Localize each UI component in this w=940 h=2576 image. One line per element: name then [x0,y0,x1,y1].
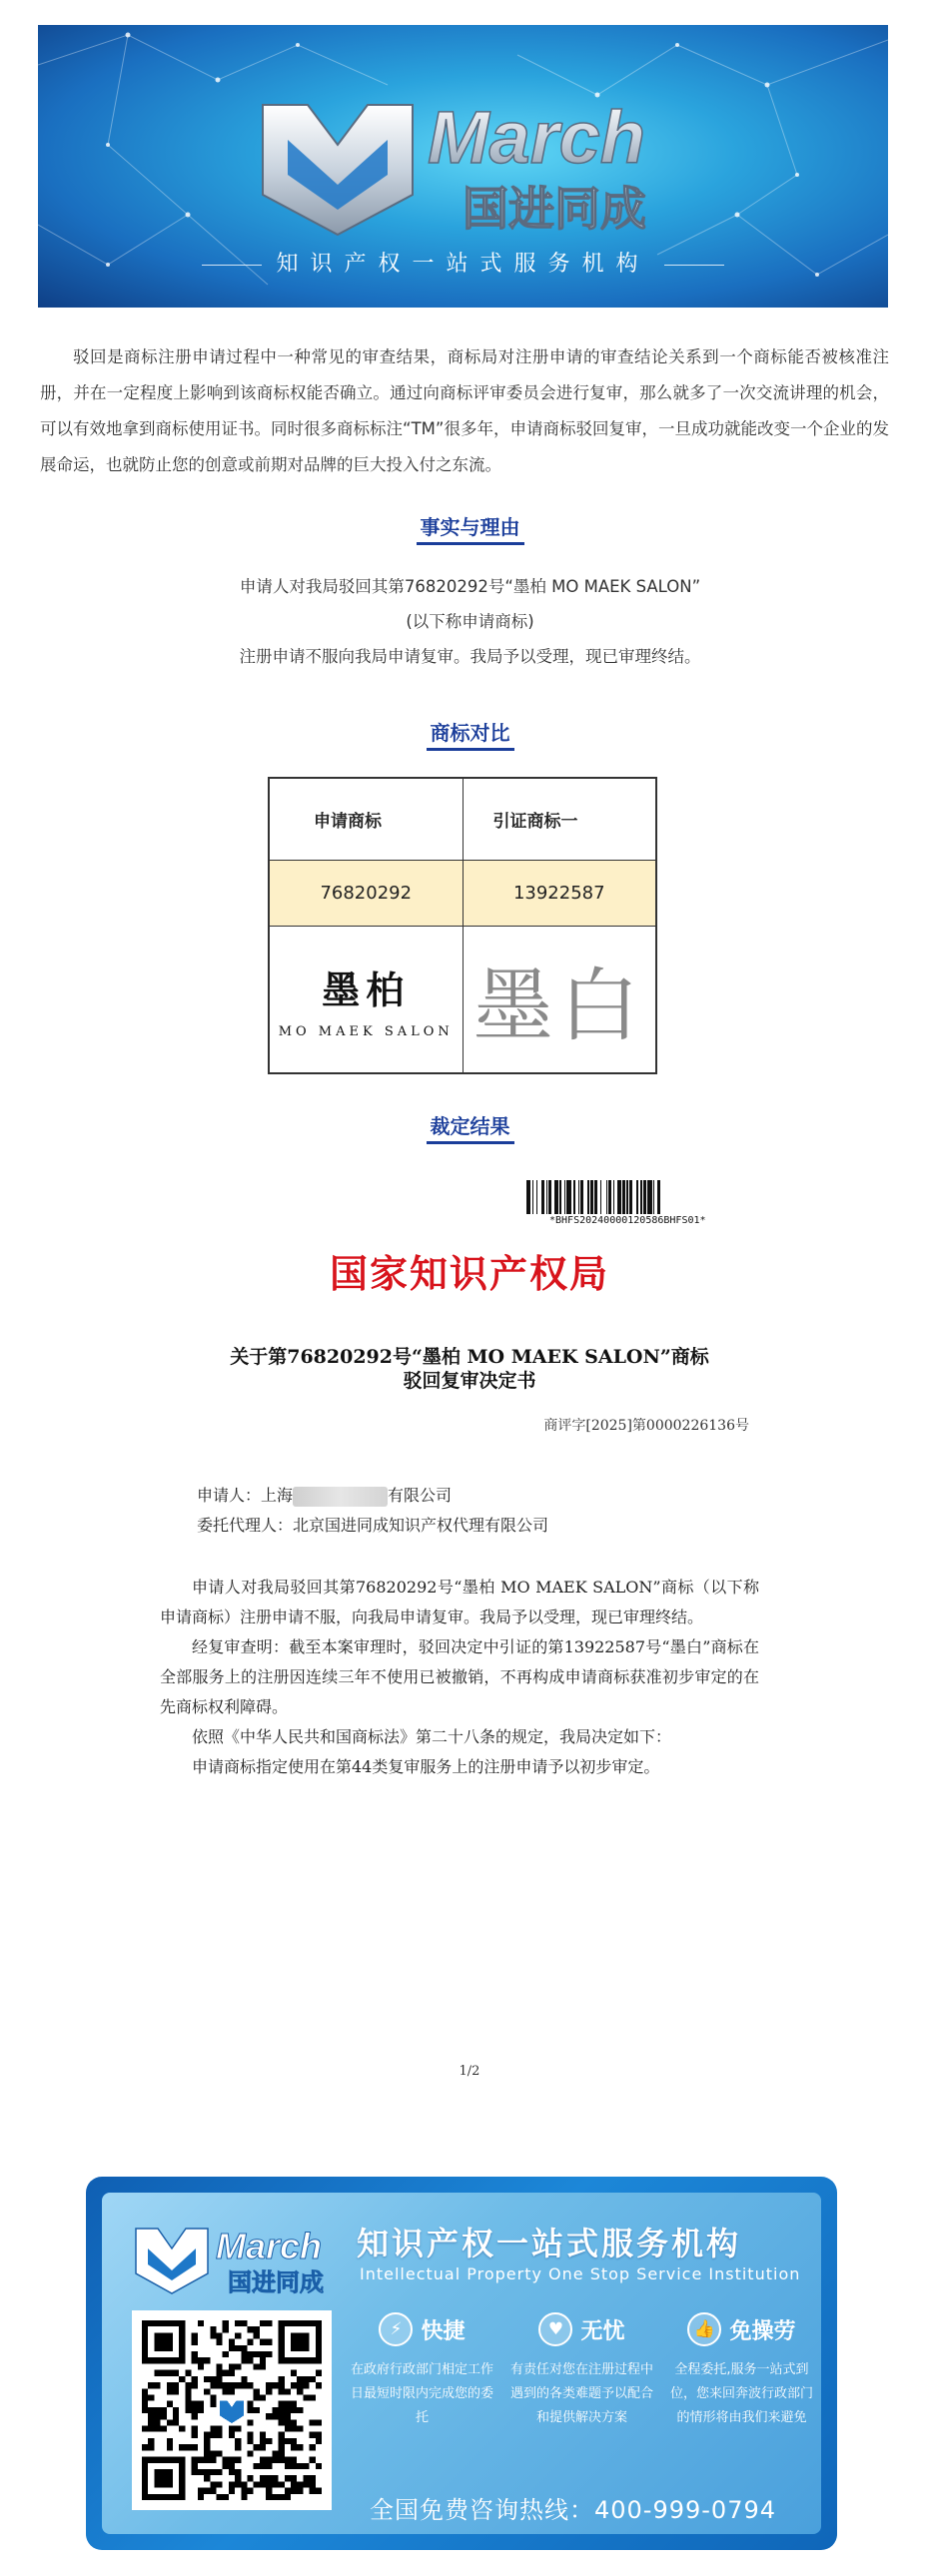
result-title-text: 裁定结果 [427,1110,514,1144]
barcode-bar [660,1180,661,1214]
feature-worry-free-desc: 有责任对您在注册过程中遇到的各类难题予以配合和提供解决方案 [509,2362,653,2425]
compare-section-title [0,717,940,751]
svg-text:March: March [216,2226,323,2266]
facts-title-text: 事实与理由 [417,511,524,545]
intro-paragraph [40,339,889,483]
decision-document [60,1163,879,2092]
decision-title-line-1: 关于第76820292号“墨柏 MO MAEK SALON”商标 [230,1346,709,1368]
decision-title-line-2: 驳回复审决定书 [403,1370,536,1392]
feature-fast-title: 快捷 [421,2318,466,2344]
decision-paragraph-1: 申请人对我局驳回其第76820292号“墨柏 MO MAEK SALON”商标（以下称申请商标）注册申请不服，向我局申请复审。我局予以受理，现已审理终结。 [160,1578,759,1626]
lightning-icon: ⚡ [379,2312,413,2346]
facts-text [0,569,940,674]
intro-text: 驳回是商标注册申请过程中一种常见的审查结果，商标局对注册申请的审查结论关系到一个商标能否被核准注册，并在一定程度上影响到该商标权能否确立。通过向商标评审委员会进行复审，那么就多了一次交流讲理的机会，可以有效地拿到商标使用证书。同时很多商标标注“TM”很多年，申请商标驳回复审，一旦成功就能改变一个企业的发展命运，也就防止您的创意或前期对品牌的巨大投入付之东流。 [40,347,889,474]
footer-card [86,2177,837,2550]
qr-code-graphic [142,2320,322,2500]
decision-paragraph-4: 申请商标指定使用在第44类复审服务上的注册申请予以初步审定。 [192,1757,660,1776]
facts-line-3: 注册申请不服向我局申请复审。我局予以受理，现已审理终结。 [239,647,701,666]
thumbs-up-icon: 👍 [687,2312,721,2346]
feature-effortless-desc: 全程委托,服务一站式到位，您来回奔波行政部门的情形将由我们来避免 [669,2362,813,2425]
table-number-row [269,860,656,926]
heart-icon: ♥ [538,2312,572,2346]
table-header-row [269,778,656,860]
decision-parties [197,1481,548,1541]
applicant-prefix: 申请人：上海 [197,1486,294,1505]
barcode [526,1180,781,1214]
comparison-table [268,777,657,1074]
applied-mark-number: 76820292 [269,860,463,926]
banner-slogan: 知识产权一站式服务机构 [38,247,888,278]
march-logo [253,85,692,245]
decision-title [60,1345,879,1393]
facts-section-title [0,511,940,545]
agent-line: 委托代理人：北京国进同成知识产权代理有限公司 [197,1516,549,1535]
feature-worry-free [509,2312,654,2430]
feature-effortless-title: 免操劳 [729,2318,796,2344]
footer-inner [102,2193,821,2534]
decision-paragraph-3: 依照《中华人民共和国商标法》第二十八条的规定，我局决定如下： [192,1727,672,1746]
result-section-title [0,1110,940,1144]
decision-body [160,1573,759,1782]
page-number: 1/2 [459,2064,480,2079]
facts-line-2: (以下称申请商标) [406,612,534,631]
feature-effortless [669,2312,814,2430]
svg-text:March: March [428,96,645,179]
feature-fast-desc: 在政府行政部门相定工作日最短时限内完成您的委托 [350,2362,493,2425]
footer-subtitle: Intellectual Property One Stop Service Institution [360,2264,801,2283]
decision-number: 商评字[2025]第0000226136号 [543,1418,749,1434]
facts-line-1: 申请人对我局驳回其第76820292号“墨柏 MO MAEK SALON” [239,577,701,596]
decision-paragraph-2: 经复审查明：截至本案审理时，驳回决定中引证的第13922587号“墨白”商标在全部服务上的注册因连续三年不使用已被撤销，不再构成申请商标获准初步审定的在先商标权利障碍。 [160,1637,759,1716]
hotline[interactable]: 全国免费咨询热线：400-999-0794 [370,2496,777,2524]
applicant-suffix: 有限公司 [388,1486,453,1505]
applied-mark-cn: 墨柏 [322,966,411,1012]
footer-title: 知识产权一站式服务机构 [357,2225,742,2262]
compare-title-text: 商标对比 [427,717,514,751]
cited-mark-text: 墨白 [472,960,645,1053]
footer-logo [132,2219,342,2298]
barcode-text: *BHFS20240000120586BHFS01* [549,1215,706,1226]
cited-mark-image [463,926,656,1073]
applicant-line [197,1481,548,1511]
svg-text:国进同成: 国进同成 [228,2268,324,2296]
table-mark-row [269,926,656,1073]
feature-fast [350,2312,494,2430]
header-cited-mark: 引证商标一 [463,778,656,860]
cited-mark-number: 13922587 [463,860,656,926]
issuer-name: 国家知识产权局 [329,1252,609,1296]
qr-code[interactable] [132,2310,332,2510]
svg-text:国进同成: 国进同成 [463,182,646,236]
applied-mark-image [269,926,463,1073]
banner [38,25,888,308]
redacted-name [293,1487,388,1507]
feature-worry-free-title: 无忧 [580,2318,625,2344]
applied-mark-en: MO MAEK SALON [278,1023,454,1039]
header-applied-mark: 申请商标 [269,778,463,860]
